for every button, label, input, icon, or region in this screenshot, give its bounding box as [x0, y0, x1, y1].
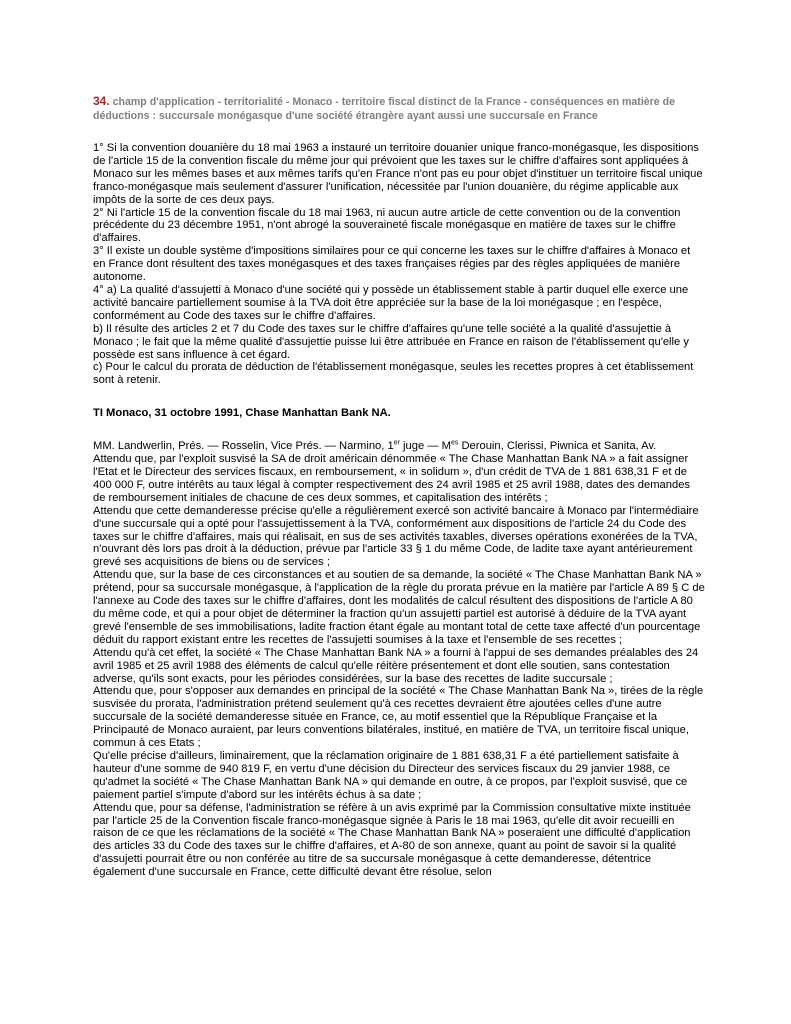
judgment-paragraph-3: Attendu que, sur la base de ces circonstances et au soutien de sa demande, la société « The Chase Manhattan Bank NA » prétend, pour sa succursale monégasque, à l'application de la règle du prorata prévue en la matière par l'article A 89 § C de l'annexe au Code des taxes sur le chiffre d'affaires, dont les modalités de calcul résultent des dispositions de l'article A 80 du même code, et qui a pour objet de déterminer la fraction qu'un assujetti partiel est autorisé à déduire de la TVA ayant grevé l'ensemble de ses immobilisations, ladite fraction étant égale au montant total de cette taxe affecté d'un pourcentage déduit du rapport existant entre les recettes de l'assujetti soumises à la taxe et l'ensemble de ses recettes ;: [93, 569, 705, 646]
judges-sup-2: es: [450, 439, 459, 447]
section-number: 34.: [93, 94, 110, 108]
summary-point-2: 2° Ni l'article 15 de la convention fiscale du 18 mai 1963, ni aucun autre article de cette convention ou de la convention précédente du 23 décembre 1951, n'ont abrogé la souveraineté fiscale monégasque en matière de taxes sur le chiffre d'affaires.: [93, 206, 681, 245]
judges-text-middle: juge — M: [399, 440, 451, 453]
judges-line: [93, 440, 705, 453]
section-heading-text: champ d'application - territorialité - Monaco - territoire fiscal distinct de la France - conséquences en matière de déductions : succursale monégasque d'une société étrangère ayant aussi une succursale en France: [93, 96, 675, 122]
summary-point-3: 3° Il existe un double système d'impositions similaires pour ce qui concerne les taxes sur le chiffre d'affaires à Monaco et en France dont résultent des taxes monégasques et des taxes françaises régies par des règles appliquées de manière autonome.: [93, 245, 691, 284]
case-title: TI Monaco, 31 octobre 1991, Chase Manhattan Bank NA.: [93, 407, 391, 420]
section-heading: [93, 95, 705, 123]
judgment-paragraph-2: Attendu que cette demanderesse précise qu'elle a régulièrement exercé son activité bancaire à Monaco par l'intermédiaire d'une succursale qui a opté pour l'assujettissement à la TVA, conformément aux dispositions de l'article 24 du Code des taxes sur le chiffre d'affaires, mais qui réalisait, en sus de ses activités taxables, diverses opérations exonérées de la TVA, n'ouvrant dès lors pas droit à la déduction, prévue par l'article 33 § 1 du même Code, de ladite taxe ayant antérieurement grevé ses acquisitions de biens ou de services ;: [93, 504, 699, 569]
judgment-paragraph-1: Attendu que, par l'exploit susvisé la SA de droit américain dénommée « The Chase Manhattan Bank NA » a fait assigner l'Etat et le Directeur des services fiscaux, en remboursement, « in solidum », d'un crédit de TVA de 1 881 638,31 F et de 400 000 F, outre intérêts au taux légal à compter respectivement des 24 avril 1985 et 25 avril 1988, dates des demandes de remboursement initiales de chacune de ces deux sommes, et capitalisation des intérêts ;: [93, 453, 691, 504]
document-page: [93, 95, 705, 879]
judges-text-after: Derouin, Clerissi, Piwnica et Sanita, Av.: [458, 440, 657, 453]
judgment-paragraph-4: Attendu qu'à cet effet, la société « The Chase Manhattan Bank NA » a fourni à l'appui de ses demandes préalables des 24 avril 1985 et 25 avril 1988 des éléments de calcul qu'elle réitère présentement et dont elle soutien, sans contestation adverse, qu'ils sont exacts, pour les périodes considérées, sur la base des recettes de ladite succursale ;: [93, 646, 699, 685]
summary-point-1: 1° Si la convention douanière du 18 mai 1963 a instauré un territoire douanier unique franco-monégasque, les dispositions de l'article 15 de la convention fiscale du même jour qui prévoient que les taxes sur le chiffre d'affaires sont appliquées à Monaco sur les mêmes bases et aux mêmes tarifs qu'en France n'ont pas eu pour objet d'instituer un territoire fiscal unique franco-monégasque mais seulement d'assurer l'unification, nécessitée par l'union douanière, du régime applicable aux impôts de la sorte de ces deux pays.: [93, 142, 703, 206]
summary-point-4c: c) Pour le calcul du prorata de déduction de l'établissement monégasque, seules les recettes propres à cet établissement sont à retenir.: [93, 361, 694, 387]
judges-text-before: MM. Landwerlin, Prés. — Rosselin, Vice Prés. — Narmino, 1: [93, 440, 394, 453]
judgment-paragraph-6: Qu'elle précise d'ailleurs, liminairement, que la réclamation originaire de 1 881 638,31 F a été partiellement satisfaite à hauteur d'une somme de 940 819 F, en vertu d'une décision du Directeur des services fiscaux du 29 janvier 1988, ce qu'admet la société « The Chase Manhattan Bank NA » qui demande en outre, à ce propos, par l'exploit susvisé, que ce paiement partiel s'impute d'abord sur les intérêts échus à sa date ;: [93, 749, 688, 801]
judgment-paragraph-7: Attendu que, pour sa défense, l'administration se réfère à un avis exprimé par la Commission consultative mixte instituée par l'article 25 de la Convention fiscale franco-monégasque signée à Paris le 18 mai 1963, qu'elle dit avoir recueilli en raison de ce que les réclamations de la société « The Chase Manhattan Bank NA » poseraient une difficulté d'application des articles 33 du Code des taxes sur le chiffre d'affaires, et A-80 de son annexe, quant au point de savoir si la qualité d'assujetti pourrait être ou non conférée au titre de sa succursale monégasque à cette demanderesse, détentrice également d'une succursale en France, cette difficulté devant être résolue, selon: [93, 801, 691, 879]
summary-block: [93, 142, 705, 387]
summary-point-4a: 4° a) La qualité d'assujetti à Monaco d'une société qui y possède un établissement stable à partir duquel elle exerce une activité bancaire partiellement soumise à la TVA doit être appréciée sur la base de la loi monégasque ; en l'espèce, conformément au Code des taxes sur le chiffre d'affaires.: [93, 283, 689, 322]
judgment-body: [93, 440, 705, 879]
judges-sup-1: er: [393, 439, 400, 447]
judgment-paragraph-5: Attendu que, pour s'opposer aux demandes en principal de la société « The Chase Manhattan Bank Na », tirées de la règle susvisée du prorata, l'administration prétend seulement qu'à ces recettes devraient être ajoutées celles d'une autre succursale de la société demanderesse située en France, ce, au motif essentiel que la République Française et la Principauté de Monaco auraient, par leurs conventions bilatérales, institué, en matière de TVA, un territoire fiscal unique, commun à ces Etats ;: [93, 685, 704, 750]
summary-point-4b: b) Il résulte des articles 2 et 7 du Code des taxes sur le chiffre d'affaires qu'une telle société a la qualité d'assujettie à Monaco ; le fait que la même qualité d'assujettie puisse lui être attribuée en France en raison de l'établissement qu'elle y possède est sans influence à cet égard.: [93, 322, 689, 361]
